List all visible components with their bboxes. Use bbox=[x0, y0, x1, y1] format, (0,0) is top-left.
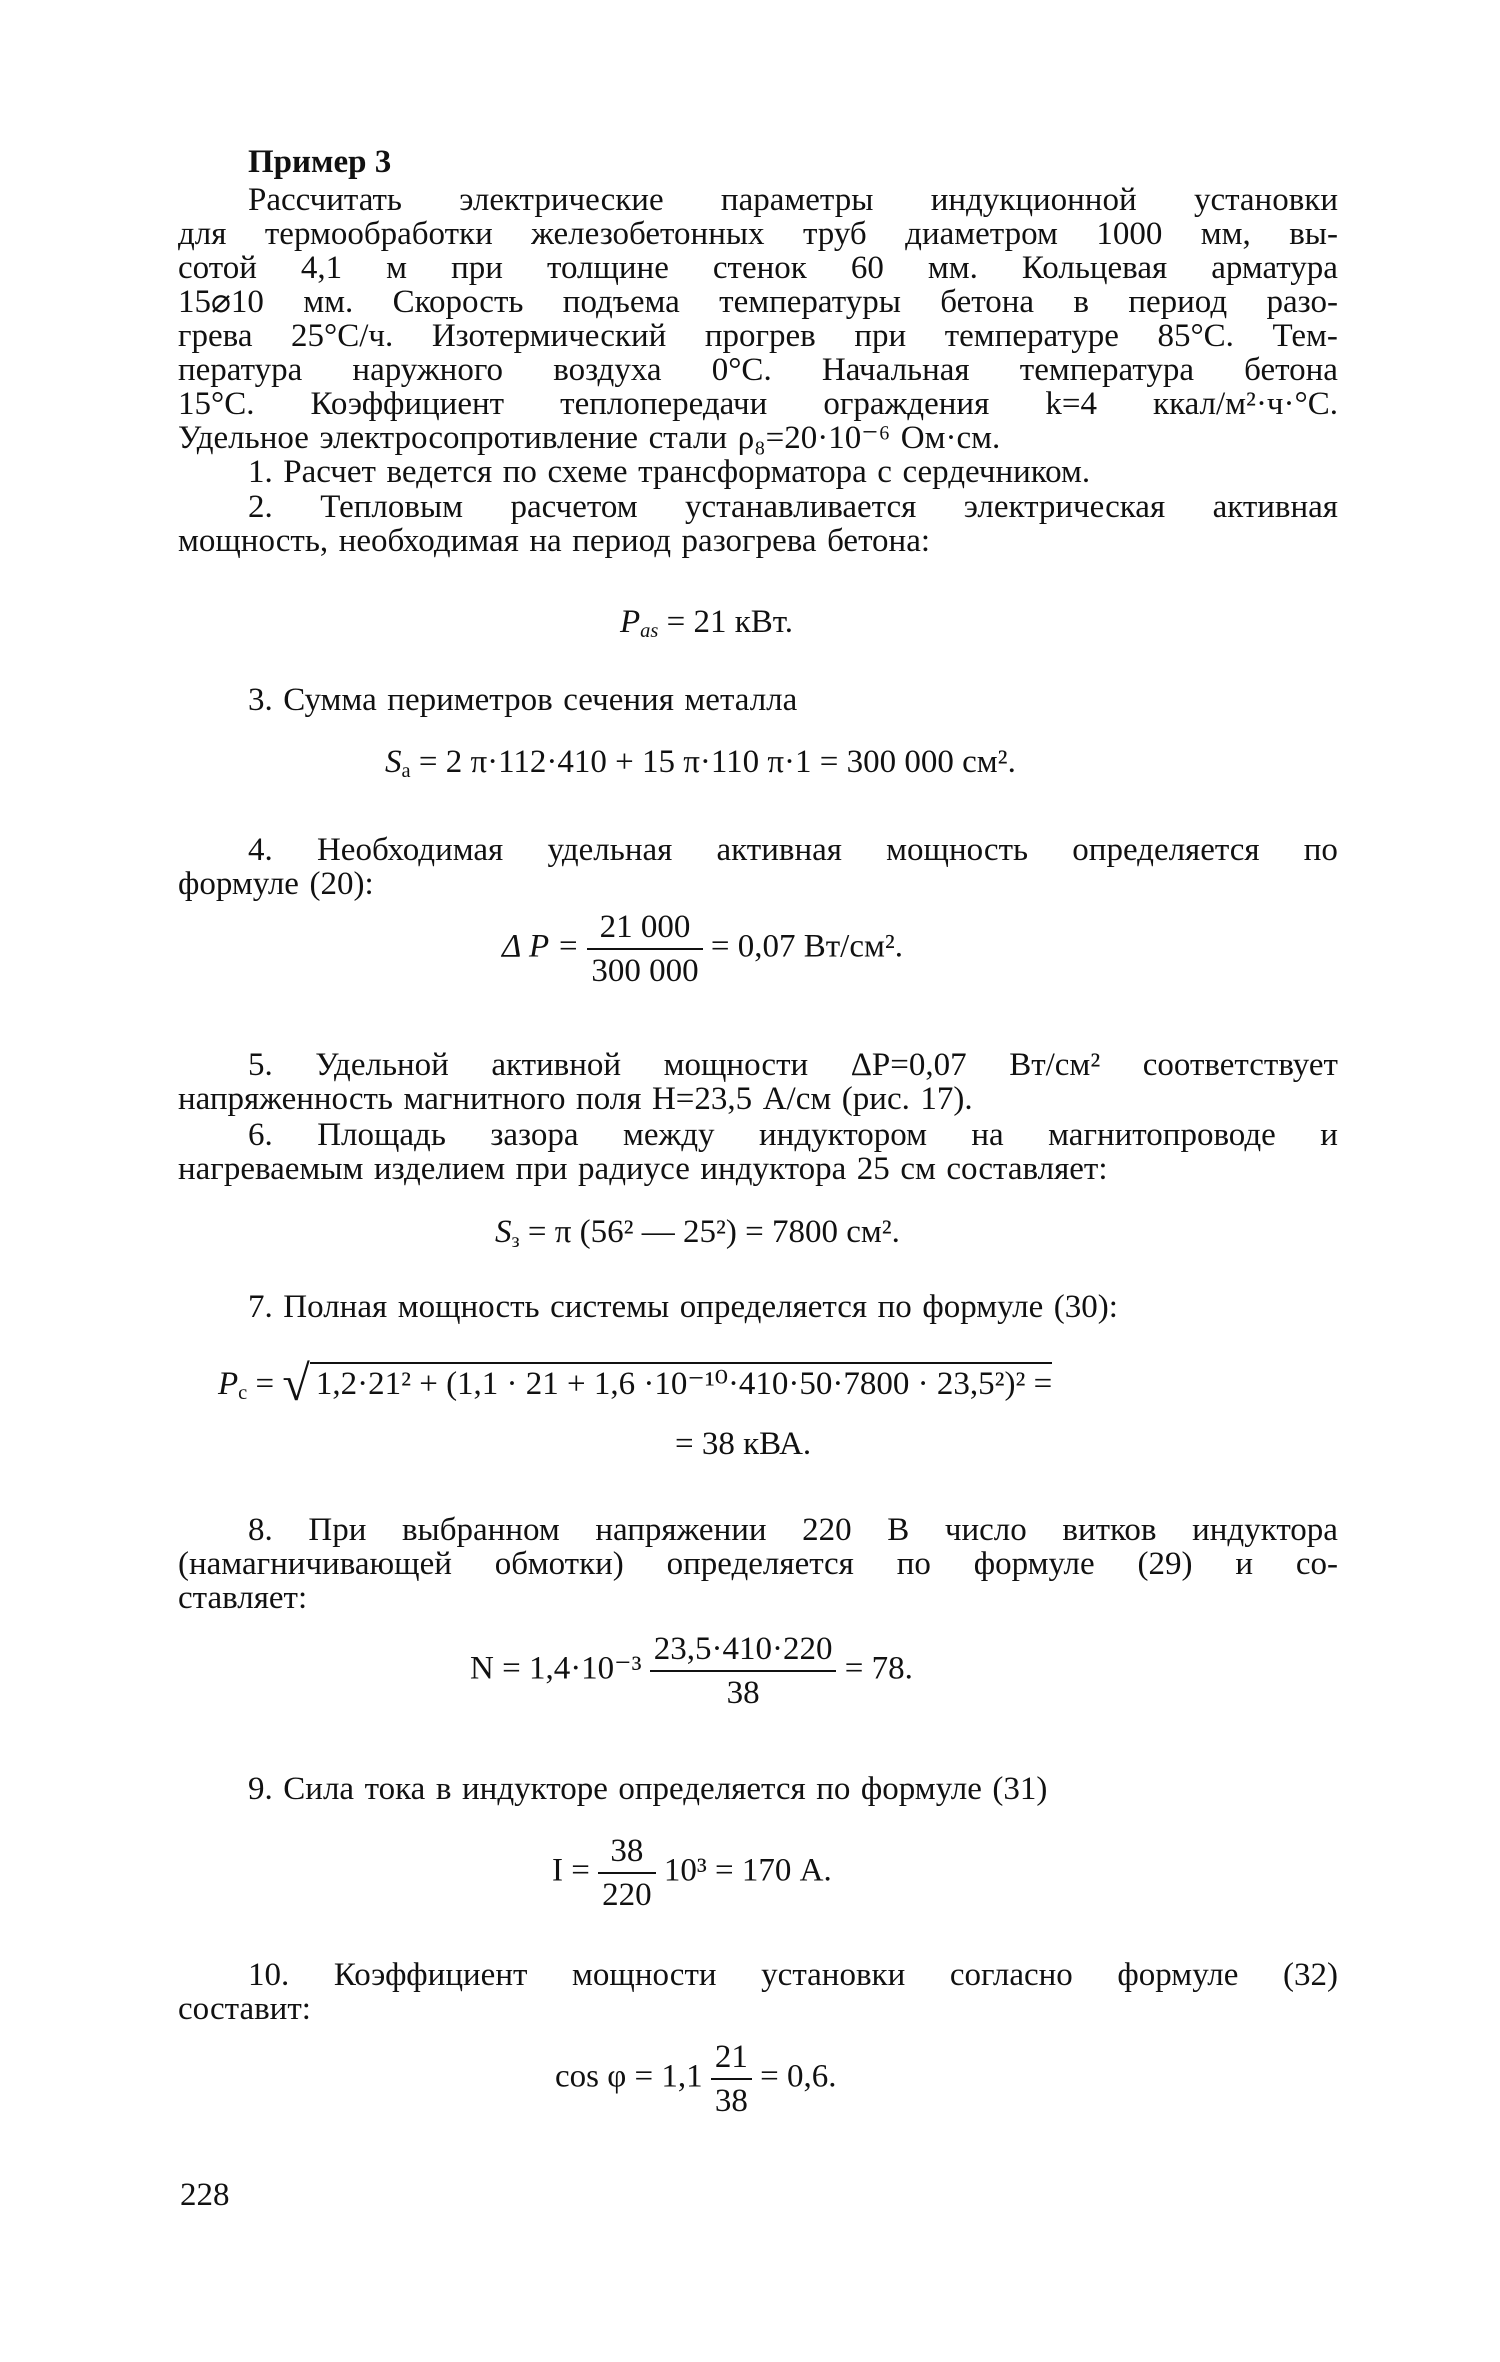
text-line: нагреваемым изделием при радиусе индуктора 25 см составляет: bbox=[178, 1151, 1108, 1187]
step-1 bbox=[178, 455, 1338, 489]
text-line: составит: bbox=[178, 1991, 311, 2027]
formula-turns: N = 1,4·10⁻³ $\frac{23,5\cdot 410\cdot 220}{38}$ = 78. bbox=[470, 1631, 913, 1711]
step-4 bbox=[178, 833, 1338, 901]
text-line: 15⌀10 мм. Скорость подъема температуры бетона в период разо- bbox=[178, 284, 1338, 320]
formula-power-factor: cos φ = 1,1 $\frac{21}{38}$ = 0,6. bbox=[555, 2039, 837, 2119]
text-line: 6. Площадь зазора между индуктором на магнитопроводе и bbox=[248, 1117, 1338, 1153]
text-line: ставляет: bbox=[178, 1580, 308, 1616]
text-line: 10. Коэффициент мощности установки согласно формуле (32) bbox=[248, 1957, 1338, 1993]
fraction: $\frac{38}{220}$ bbox=[598, 1834, 656, 1912]
example-heading: Пример 3 bbox=[248, 144, 392, 180]
step-7 bbox=[178, 1290, 1338, 1324]
text-line: для термообработки железобетонных труб диаметром 1000 мм, вы- bbox=[178, 216, 1338, 252]
step-8 bbox=[178, 1513, 1338, 1615]
formula-perimeter-sum: $S_a = 2$ π·112·410 + 15 π·110 π·1 = 300 000 см². bbox=[385, 744, 1016, 783]
text-line: (намагничивающей обмотки) определяется по формуле (29) и со- bbox=[178, 1546, 1338, 1582]
step-5 bbox=[178, 1048, 1338, 1116]
fraction: $\frac{23,5\cdot 410\cdot 220}{38}$ bbox=[650, 1632, 837, 1710]
text-line: формуле (20): bbox=[178, 866, 374, 902]
text-line: мощность, необходимая на период разогрева бетона: bbox=[178, 523, 931, 559]
formula-specific-power: Δ P = $\frac{21 000}{300 000}$ = 0,07 Вт/см². bbox=[502, 909, 903, 989]
text-line: грева 25°С/ч. Изотермический прогрев при температуре 85°С. Тем- bbox=[178, 318, 1338, 354]
text-line: 9. Сила тока в индукторе определяется по формуле (31) bbox=[248, 1771, 1048, 1807]
text-line: 1. Расчет ведется по схеме трансформатора с сердечником. bbox=[248, 454, 1091, 490]
formula-full-power-result: = 38 кВА. bbox=[675, 1426, 812, 1462]
text-line: 2. Тепловым расчетом устанавливается электрическая активная bbox=[248, 489, 1338, 525]
fraction: $\frac{21 000}{300 000}$ bbox=[587, 910, 702, 988]
formula-gap-area: $S_з = \pi$ (56² — 25²) = 7800 см². bbox=[495, 1214, 900, 1253]
intro-paragraph bbox=[178, 183, 1338, 455]
text-line: Удельное электросопротивление стали ρ₈=20·10⁻⁶ Ом·см. bbox=[178, 420, 1001, 456]
formula-power-as: $P_{as} = 21$ кВт. bbox=[620, 604, 793, 643]
step-6 bbox=[178, 1118, 1338, 1186]
text-line: пература наружного воздуха 0°С. Начальная температура бетона bbox=[178, 352, 1338, 388]
step-10 bbox=[178, 1958, 1338, 2026]
text-line: 5. Удельной активной мощности ΔP=0,07 Вт/см² соответствует bbox=[248, 1047, 1338, 1083]
text-line: 8. При выбранном напряжении 220 В число витков индуктора bbox=[248, 1512, 1338, 1548]
formula-full-power: $P_c$ = √ 1,2·21² + (1,1 · 21 + 1,6 ·10⁻¹⁰·410·50·7800 · 23,5²)² = bbox=[218, 1355, 1053, 1411]
text-line: Рассчитать электрические параметры индукционной установки bbox=[248, 182, 1338, 218]
text-line: напряженность магнитного поля H=23,5 А/см (рис. 17). bbox=[178, 1081, 973, 1117]
fraction: $\frac{21}{38}$ bbox=[711, 2040, 752, 2118]
text-line: сотой 4,1 м при толщине стенок 60 мм. Кольцевая арматура bbox=[178, 250, 1338, 286]
step-3 bbox=[178, 683, 1338, 717]
text-line: 15°С. Коэффициент теплопередачи ограждения k=4 ккал/м²·ч·°С. bbox=[178, 386, 1338, 422]
text-line: 3. Сумма периметров сечения металла bbox=[248, 682, 798, 718]
step-2 bbox=[178, 490, 1338, 558]
step-9 bbox=[178, 1772, 1338, 1806]
text-line: 7. Полная мощность системы определяется по формуле (30): bbox=[248, 1289, 1118, 1325]
text-line: 4. Необходимая удельная активная мощность определяется по bbox=[248, 832, 1338, 868]
square-root: √ 1,2·21² + (1,1 · 21 + 1,6 ·10⁻¹⁰·410·50·7800 · 23,5²)² = bbox=[282, 1355, 1053, 1411]
page-number: 228 bbox=[180, 2177, 230, 2213]
formula-current: I = $\frac{38}{220}$ 10³ = 170 А. bbox=[552, 1833, 832, 1913]
